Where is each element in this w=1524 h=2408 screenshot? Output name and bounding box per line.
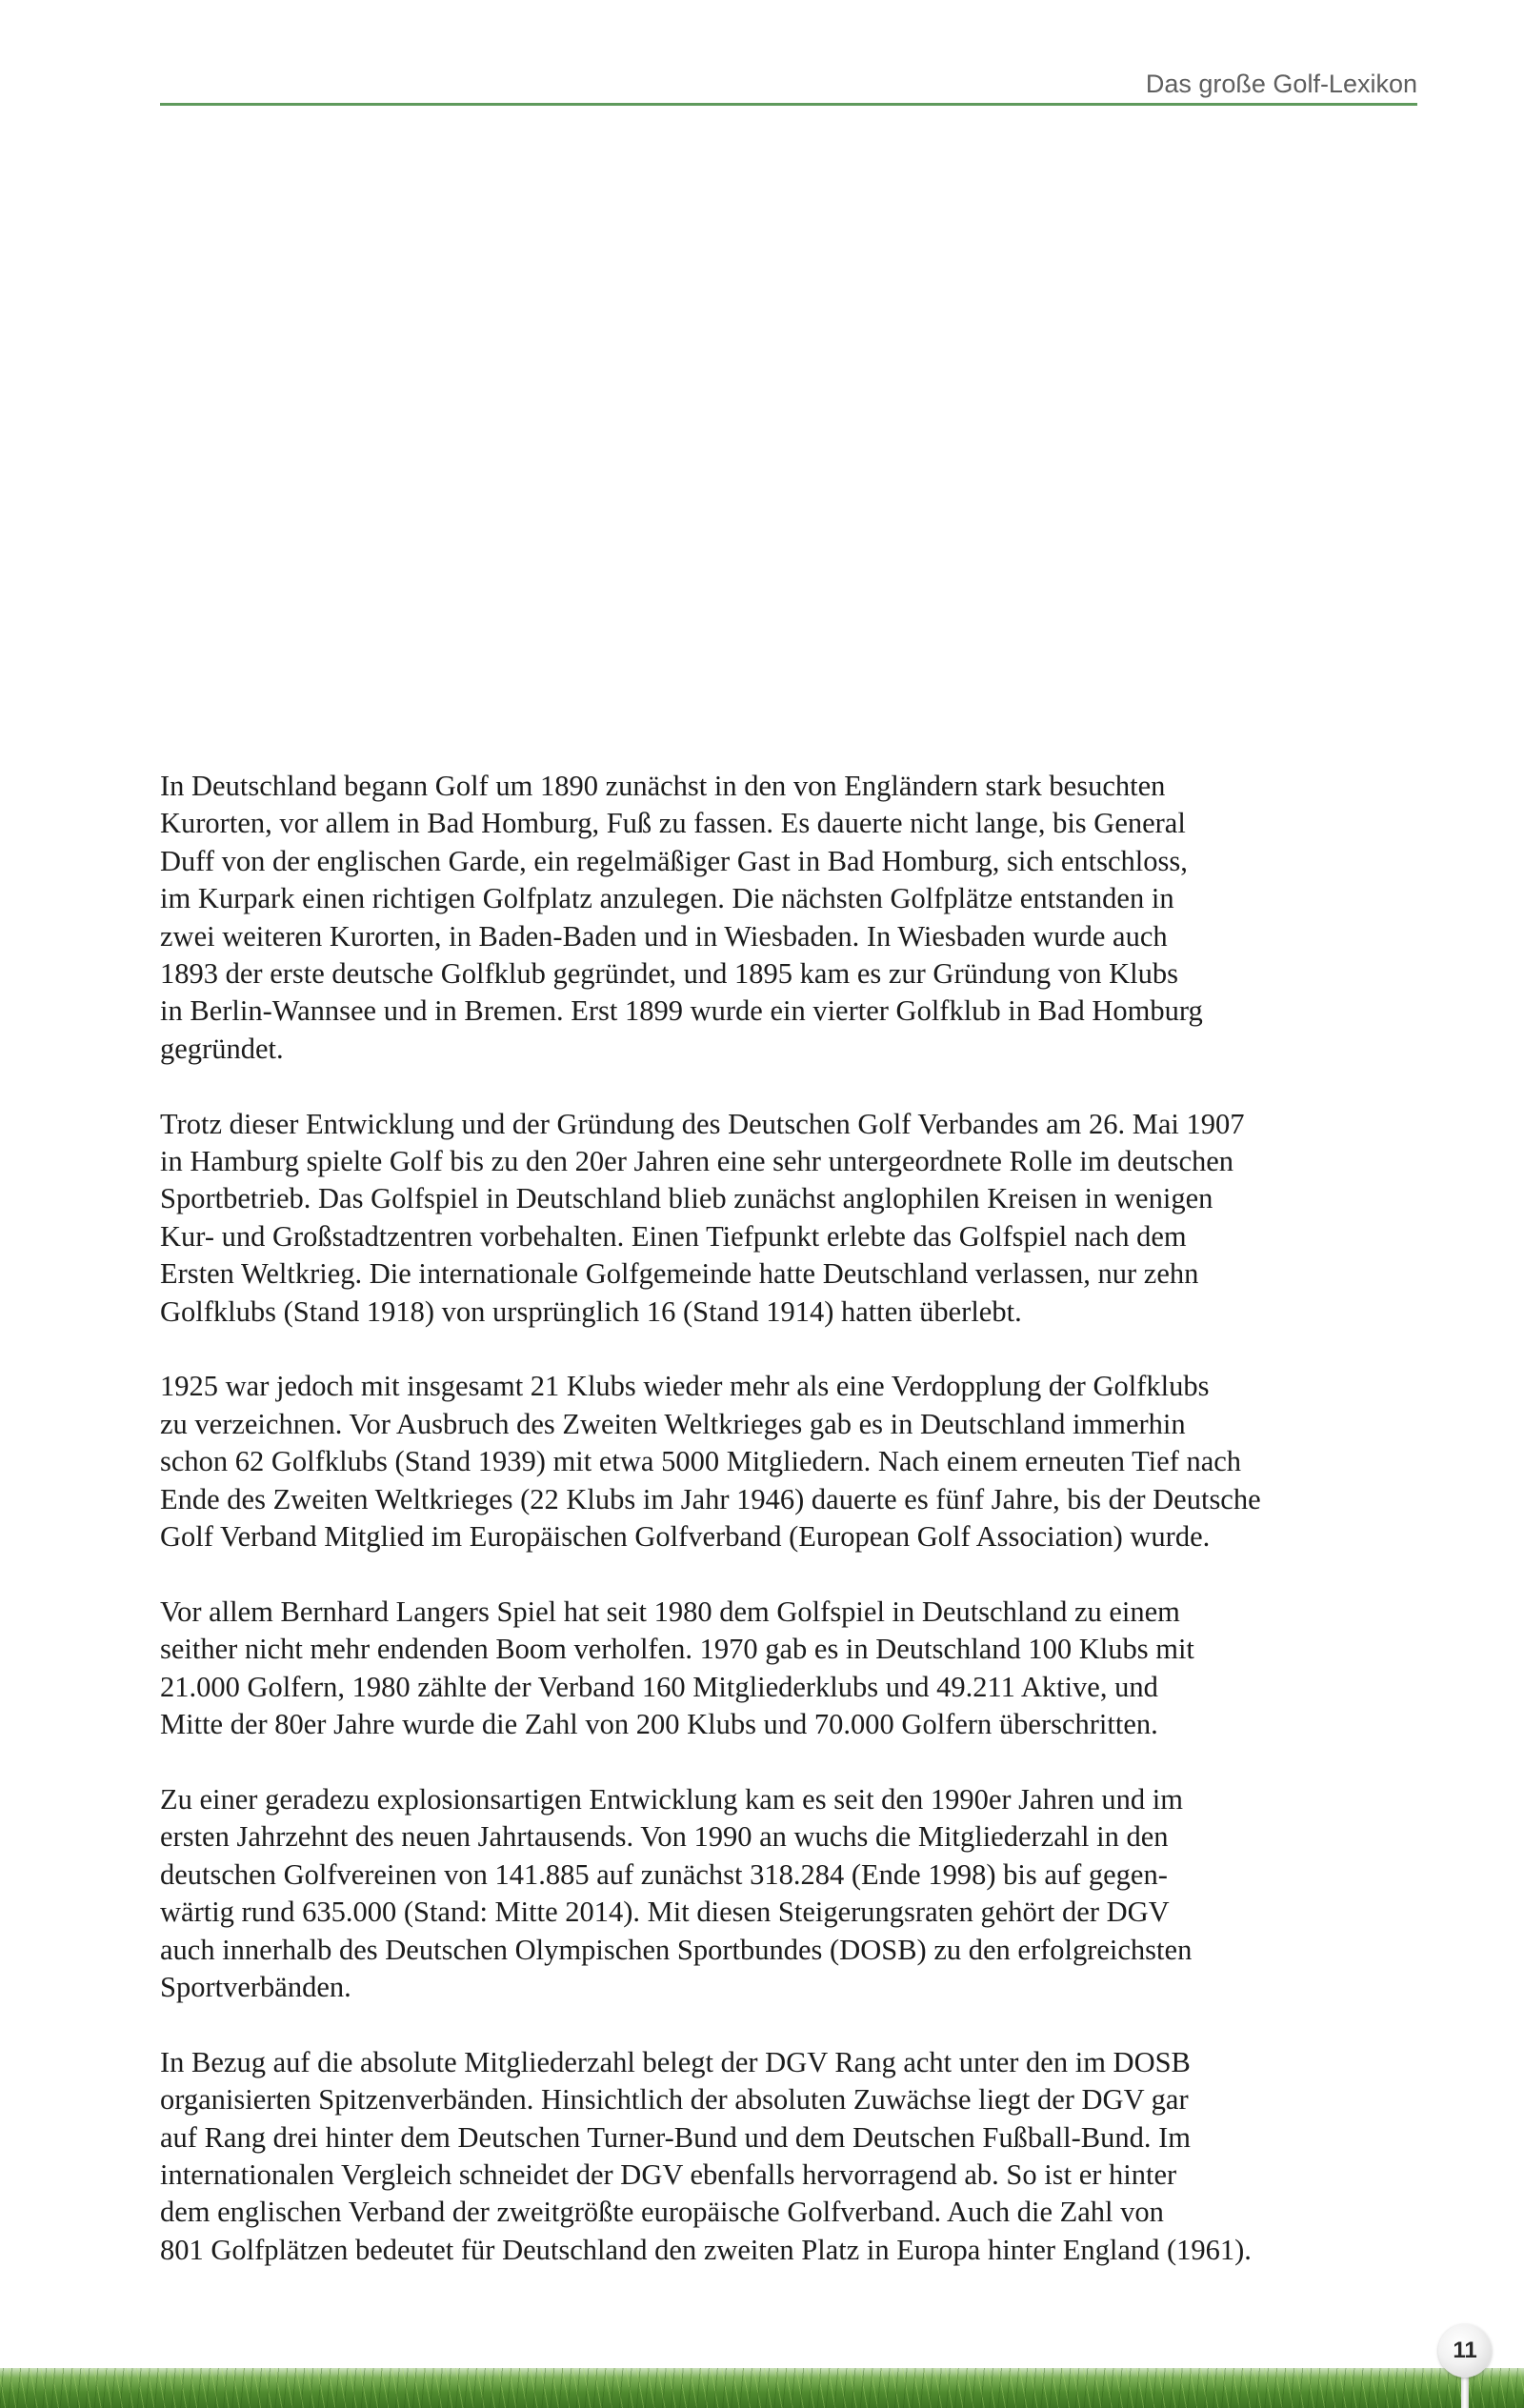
text-line: Sportbetrieb. Das Golfspiel in Deutschland blieb zunächst anglophilen Kreisen in wenigen (160, 1182, 1213, 1215)
text-line: In Bezug auf die absolute Mitgliederzahl belegt der DGV Rang acht unter den im DOSB (160, 2045, 1191, 2078)
text-line: deutschen Golfvereinen von 141.885 auf zunächst 318.284 (Ende 1998) bis auf gegen- (160, 1857, 1168, 1891)
text-line: ersten Jahrzehnt des neuen Jahrtausends. Von 1990 an wuchs die Mitgliederzahl in den (160, 1820, 1169, 1854)
text-line: Kurorten, vor allem in Bad Homburg, Fuß zu fassen. Es dauerte nicht lange, bis General (160, 807, 1186, 840)
text-line: organisierten Spitzenverbänden. Hinsichtlich der absoluten Zuwächse liegt der DGV gar (160, 2083, 1189, 2117)
text-line: 1925 war jedoch mit insgesamt 21 Klubs wieder mehr als eine Verdopplung der Golfklubs (160, 1370, 1210, 1403)
text-line: Golfklubs (Stand 1918) von ursprünglich 16 (Stand 1914) hatten überlebt. (160, 1294, 1022, 1328)
text-line: Vor allem Bernhard Langers Spiel hat seit 1980 dem Golfspiel in Deutschland zu einem (160, 1595, 1180, 1628)
body-text (160, 768, 1436, 2307)
text-line: Zu einer geradezu explosionsartigen Entwicklung kam es seit den 1990er Jahren und im (160, 1782, 1183, 1816)
paragraph (160, 1106, 1436, 1331)
text-line: Trotz dieser Entwicklung und der Gründung des Deutschen Golf Verbandes am 26. Mai 1907 (160, 1107, 1245, 1140)
text-line: Ende des Zweiten Weltkrieges (22 Klubs im Jahr 1946) dauerte es fünf Jahre, bis der Deutsche (160, 1482, 1261, 1515)
paragraph (160, 1368, 1436, 1555)
golf-tee-icon (1461, 2374, 1469, 2408)
text-line: internationalen Vergleich schneidet der DGV ebenfalls hervorragend ab. So ist er hinter (160, 2157, 1177, 2191)
running-header (160, 57, 1417, 106)
text-line: im Kurpark einen richtigen Golfplatz anzulegen. Die nächsten Golfplätze entstanden in (160, 882, 1174, 915)
text-line: Kur- und Großstadtzentren vorbehalten. Einen Tiefpunkt erlebte das Golfspiel nach dem (160, 1219, 1187, 1253)
text-line: 21.000 Golfern, 1980 zählte der Verband 160 Mitgliederklubs und 49.211 Aktive, und (160, 1670, 1158, 1703)
text-line: auf Rang drei hinter dem Deutschen Turner-Bund und dem Deutschen Fußball-Bund. Im (160, 2120, 1191, 2154)
text-line: Golf Verband Mitglied im Europäischen Golfverband (European Golf Association) wurde. (160, 1520, 1211, 1554)
text-line: schon 62 Golfklubs (Stand 1939) mit etwa 5000 Mitgliedern. Nach einem erneuten Tief nach (160, 1445, 1242, 1478)
header-title: Das große Golf-Lexikon (1145, 70, 1417, 98)
paragraph (160, 1781, 1436, 2006)
text-line: In Deutschland begann Golf um 1890 zunächst in den von Engländern stark besuchten (160, 770, 1166, 802)
text-line: zwei weiteren Kurorten, in Baden-Baden und in Wiesbaden. In Wiesbaden wurde auch (160, 919, 1168, 953)
paragraph (160, 2044, 1436, 2269)
text-line: Ersten Weltkrieg. Die internationale Golfgemeinde hatte Deutschland verlassen, nur zehn (160, 1257, 1199, 1291)
text-line: 801 Golfplätzen bedeutet für Deutschland den zweiten Platz in Europa hinter England (1961). (160, 2233, 1252, 2266)
text-line: Mitte der 80er Jahre wurde die Zahl von 200 Klubs und 70.000 Golfern überschritten. (160, 1708, 1158, 1741)
text-line: Duff von der englischen Garde, ein regelmäßiger Gast in Bad Homburg, sich entschloss, (160, 844, 1188, 877)
text-line: auch innerhalb des Deutschen Olympischen Sportbundes (DOSB) zu den erfolgreichsten (160, 1933, 1193, 1966)
page-number: 11 (1453, 2338, 1477, 2363)
text-line: in Hamburg spielte Golf bis zu den 20er Jahren eine sehr untergeordnete Rolle im deutschen (160, 1145, 1234, 1178)
text-line: dem englischen Verband der zweitgrößte europäische Golfverband. Auch die Zahl von (160, 2196, 1164, 2229)
text-line: Sportverbänden. (160, 1970, 351, 2003)
text-line: zu verzeichnen. Vor Ausbruch des Zweiten Weltkrieges gab es in Deutschland immerhin (160, 1407, 1186, 1440)
text-line: in Berlin-Wannsee und in Bremen. Erst 1899 wurde ein vierter Golfklub in Bad Homburg (160, 994, 1203, 1028)
text-line: seither nicht mehr endenden Boom verholfen. 1970 gab es in Deutschland 100 Klubs mit (160, 1633, 1194, 1666)
paragraph (160, 768, 1436, 1068)
text-line: 1893 der erste deutsche Golfklub gegründet, und 1895 kam es zur Gründung von Klubs (160, 957, 1178, 991)
paragraph (160, 1594, 1436, 1744)
golf-ball-page-badge (1438, 2324, 1492, 2378)
text-line: gegründet. (160, 1032, 284, 1065)
grass-footer-image (0, 2368, 1524, 2408)
text-line: wärtig rund 635.000 (Stand: Mitte 2014). Mit diesen Steigerungsraten gehört der DGV (160, 1896, 1170, 1929)
